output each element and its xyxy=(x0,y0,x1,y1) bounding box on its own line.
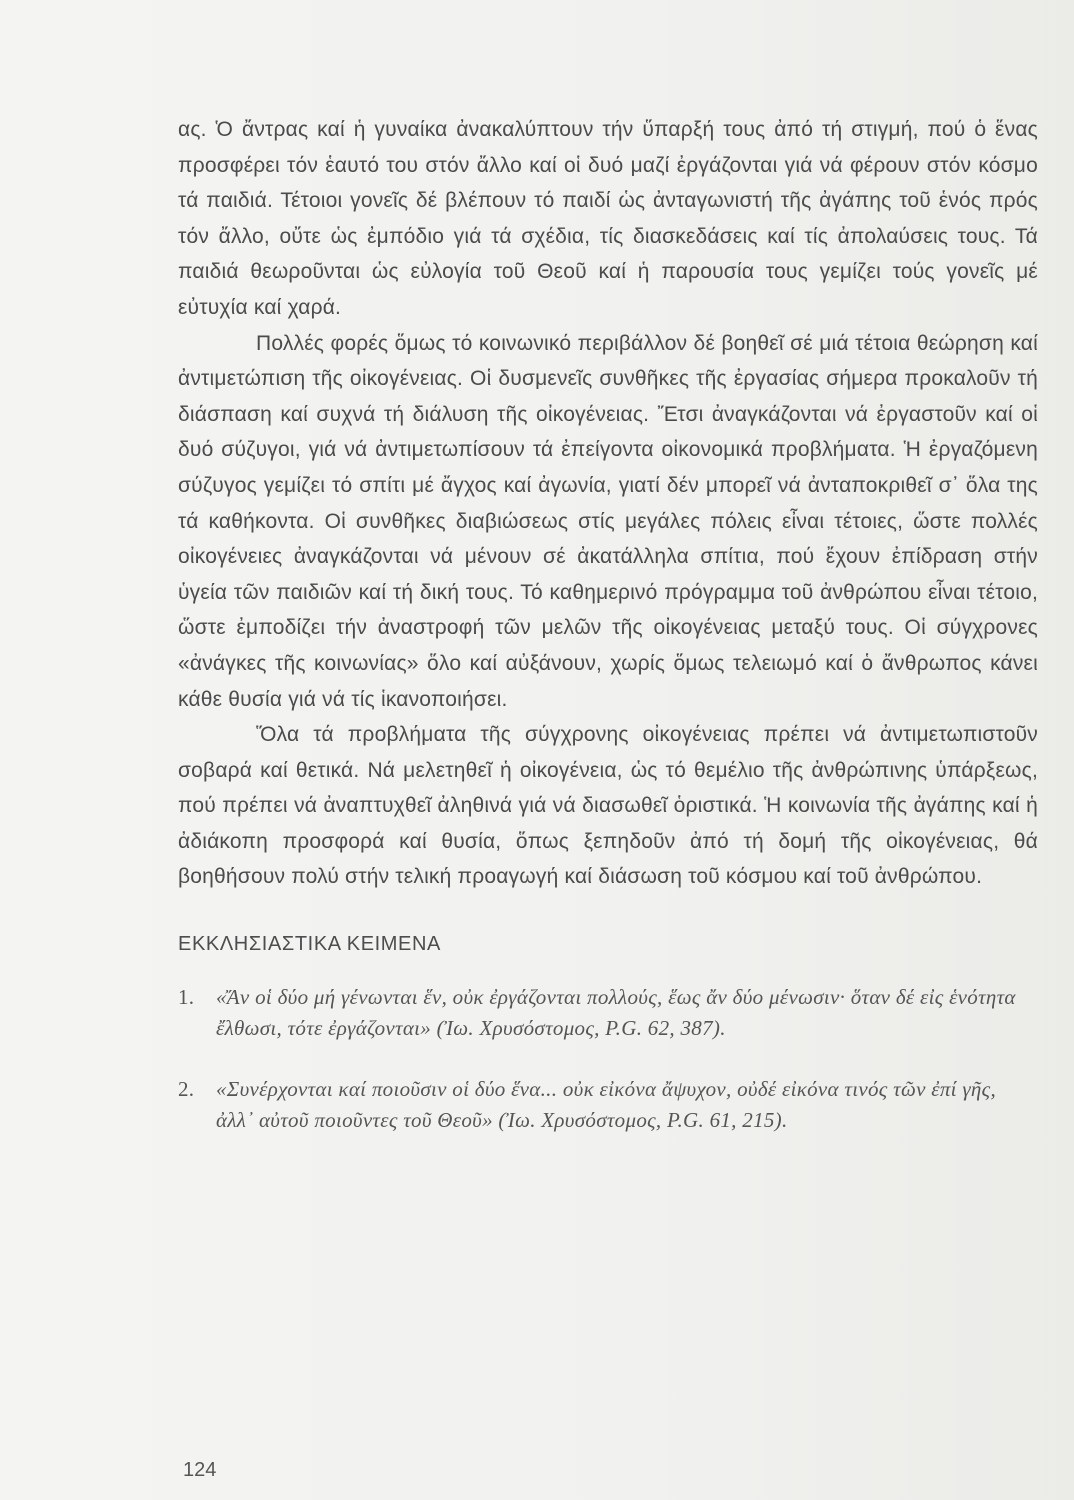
quote-item xyxy=(178,1074,1038,1136)
quote-number: 1. xyxy=(178,985,195,1010)
page-number: 124 xyxy=(183,1459,217,1481)
quote-number: 2. xyxy=(178,1077,195,1102)
paragraph-1: ας. Ὁ ἄντρας καί ἡ γυναίκα ἀνακαλύπτουν τήν ὕπαρξή τους ἀπό τή στιγμή, πού ὁ ἕνας προσφέρει τόν ἑαυτό του στόν ἄλλο καί οἱ δυό μαζί ἐργάζονται γιά νά φέρουν στόν κόσμο τά παιδιά. Τέτοιοι γονεῖς δέ βλέπουν τό παιδί ὡς ἀνταγωνιστή τῆς ἀγάπης τοῦ ἑνός πρός τόν ἄλλο, οὔτε ὡς ἐμπόδιο γιά τά σχέδια, τίς διασκεδάσεις καί τίς ἀπολαύσεις τους. Τά παιδιά θεωροῦνται ὡς εὐλογία τοῦ Θεοῦ καί ἡ παρουσία τους γεμίζει τούς γονεῖς μέ εὐτυχία καί χαρά. xyxy=(178,118,1038,319)
page-content xyxy=(178,112,1038,1166)
quotes-list xyxy=(178,982,1038,1136)
body-text xyxy=(178,112,1038,895)
quote-item xyxy=(178,982,1038,1044)
quote-text: «Συνέρχονται καί ποιοῦσιν οἱ δύο ἕνα... οὐκ εἰκόνα ἄψυχον, οὐδέ εἰκόνα τινός τῶν ἐπί γῆς, ἀλλ᾽ αὐτοῦ ποιοῦντες τοῦ Θεοῦ» (Ἰω. Χρυσόστομος, P.G. 61, 215). xyxy=(216,1077,997,1133)
paragraph-2: Πολλές φορές ὅμως τό κοινωνικό περιβάλλον δέ βοηθεῖ σέ μιά τέτοια θεώρηση καί ἀντιμετώπιση τῆς οἰκογένειας. Οἱ δυσμενεῖς συνθῆκες τῆς ἐργασίας σήμερα προκαλοῦν τή διάσπαση καί συχνά τή διάλυση τῆς οἰκογένειας. Ἔτσι ἀναγκάζονται νά ἐργαστοῦν καί οἱ δυό σύζυγοι, γιά νά ἀντιμετωπίσουν τά ἐπείγοντα οἰκονομικά προβλήματα. Ἡ ἐργαζόμενη σύζυγος γεμίζει τό σπίτι μέ ἄγχος καί ἀγωνία, γιατί δέν μπορεῖ νά ἀνταποκριθεῖ σ᾽ ὅλα της τά καθήκοντα. Οἱ συνθῆκες διαβιώσεως στίς μεγάλες πόλεις εἶναι τέτοιες, ὥστε πολλές οἰκογένειες ἀναγκάζονται νά μένουν σέ ἀκατάλληλα σπίτια, πού ἔχουν ἐπίδραση στήν ὑγεία τῶν παιδιῶν καί τή δική τους. Τό καθημερινό πρόγραμμα τοῦ ἀνθρώπου εἶναι τέτοιο, ὥστε ἐμποδίζει τήν ἀναστροφή τῶν μελῶν τῆς οἰκογένειας μεταξύ τους. Οἱ σύγχρονες «ἀνάγκες τῆς κοινωνίας» ὅλο καί αὐξάνουν, χωρίς ὅμως τελειωμό καί ὁ ἄνθρωπος κάνει κάθε θυσία γιά νά τίς ἱκανοποιήσει. xyxy=(178,331,1038,711)
quote-text: «Ἄν οἱ δύο μή γένωνται ἕν, οὐκ ἐργάζονται πολλούς, ἕως ἄν δύο μένωσιν· ὅταν δέ εἰς ἑνότητα ἔλθωσι, τότε ἐργάζονται» (Ἰω. Χρυσόστομος, P.G. 62, 387). xyxy=(216,985,1016,1041)
paragraph-3: Ὅλα τά προβλήματα τῆς σύγχρονης οἰκογένειας πρέπει νά ἀντιμετωπιστοῦν σοβαρά καί θετικά. Νά μελετηθεῖ ἡ οἰκογένεια, ὡς τό θεμέλιο τῆς ἀνθρώπινης ὑπάρξεως, πού πρέπει νά ἀναπτυχθεῖ ἀληθινά γιά νά διασωθεῖ ὁριστικά. Ἡ κοινωνία τῆς ἀγάπης καί ἡ ἀδιάκοπη προσφορά καί θυσία, ὅπως ξεπηδοῦν ἀπό τή δομή τῆς οἰκογένειας, θά βοηθήσουν πολύ στήν τελική προαγωγή καί διάσωση τοῦ κόσμου καί τοῦ ἀνθρώπου. xyxy=(178,723,1038,889)
section-heading: ΕΚΚΛΗΣΙΑΣΤΙΚΑ ΚΕΙΜΕΝΑ xyxy=(178,933,441,956)
